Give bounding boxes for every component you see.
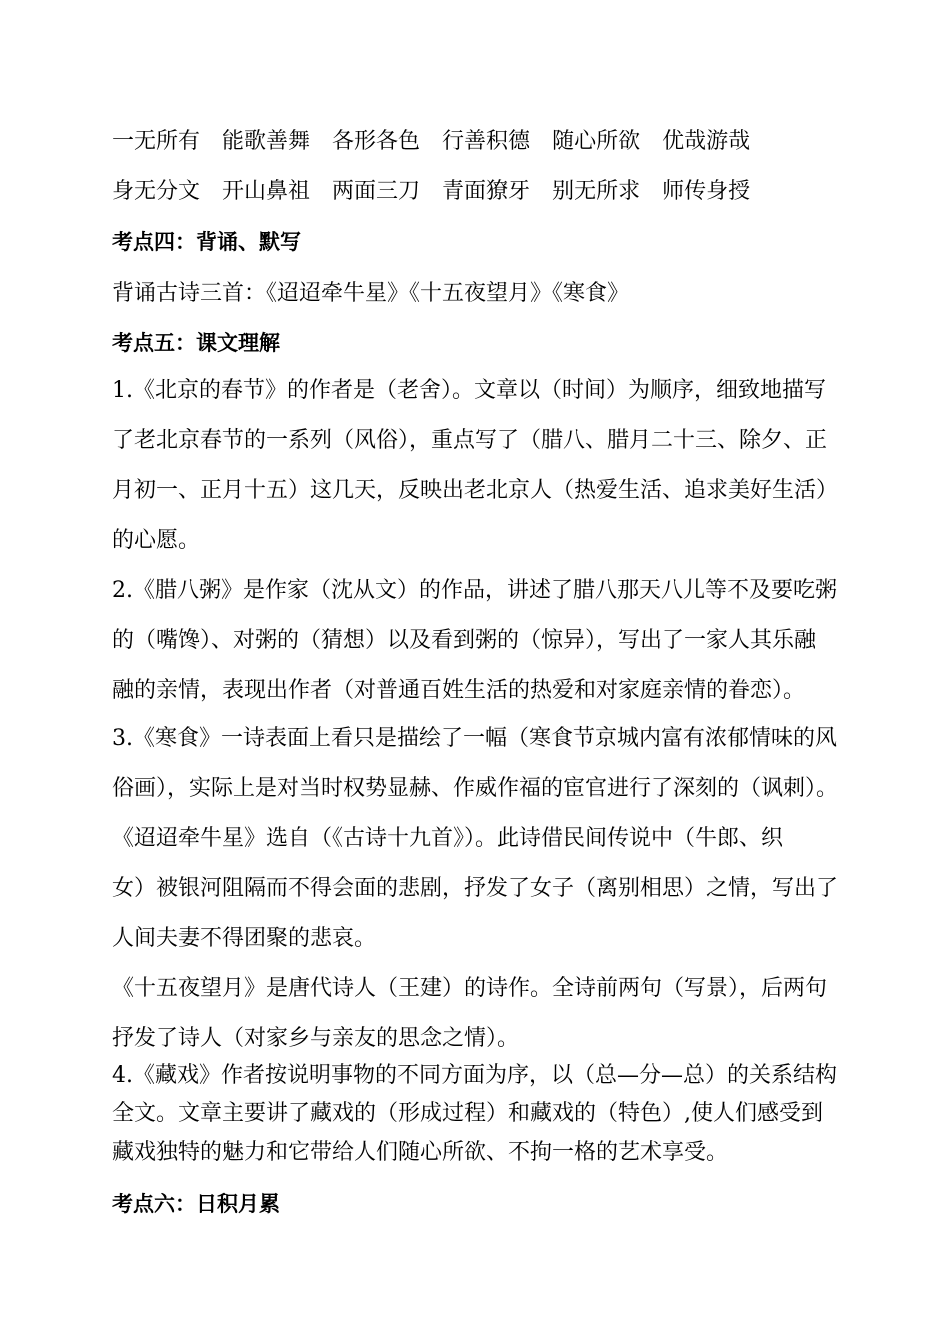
section-5-heading: 考点五：课文理解	[112, 331, 280, 355]
section-5-line: 1.《北京的春节》的作者是（老舍）。文章以（时间）为顺序，细致地描写	[112, 378, 826, 403]
section-5-line: 月初一、正月十五）这几天，反映出老北京人（热爱生活、追求美好生活）	[112, 478, 839, 503]
idiom-word: 一无所有	[112, 129, 201, 154]
section-5-line: 了老北京春节的一系列（风俗），重点写了（腊八、腊月二十三、除夕、正	[112, 428, 828, 453]
section-5-line: 人间夫妻不得团聚的悲哀。	[112, 926, 377, 951]
idiom-word: 开山鼻祖	[222, 179, 311, 204]
idiom-word: 青面獠牙	[442, 179, 531, 204]
section-5-line: 的心愿。	[112, 528, 201, 553]
section-5-line: 藏戏独特的魅力和它带给人们随心所欲、不拘一格的艺术享受。	[112, 1140, 729, 1165]
section-5-line: 的（嘴馋）、对粥的（猜想）以及看到粥的（惊异），写出了一家人其乐融	[112, 628, 817, 653]
idiom-word: 各形各色	[332, 129, 421, 154]
section-5-line: 抒发了诗人（对家乡与亲友的思念之情）。	[112, 1026, 520, 1051]
idiom-word: 别无所求	[552, 179, 641, 204]
idiom-word: 身无分文	[112, 179, 201, 204]
section-5-line: 全文。文章主要讲了藏戏的（形成过程）和藏戏的（特色）,使人们感受到	[112, 1101, 823, 1126]
section-5-line: 俗画），实际上是对当时权势显赫、作威作福的宦官进行了深刻的（讽刺）。	[112, 776, 839, 801]
section-5-line: 3.《寒食》一诗表面上看只是描绘了一幅（寒食节京城内富有浓郁情味的风	[112, 726, 837, 751]
section-4-heading: 考点四：背诵、默写	[112, 230, 301, 254]
section-5-line: 《迢迢牵牛星》选自（《古诗十九首》）。此诗借民间传说中（牛郎、织	[112, 826, 784, 851]
idiom-word: 行善积德	[442, 129, 531, 154]
section-5-line: 2.《腊八粥》是作家（沈从文）的作品，讲述了腊八那天八儿等不及要吃粥	[112, 578, 837, 603]
section-6-heading: 考点六：日积月累	[112, 1192, 280, 1216]
idiom-row-1	[112, 128, 750, 156]
section-5-line: 女）被银河阻隔而不得会面的悲剧，抒发了女子（离别相思）之情，写出了	[112, 876, 839, 901]
idiom-word: 师传身授	[662, 179, 751, 204]
idiom-word: 优哉游哉	[662, 129, 751, 154]
section-5-line: 4.《藏戏》作者按说明事物的不同方面为序，以（总—分—总）的关系结构	[112, 1063, 837, 1088]
idiom-row-2	[112, 178, 750, 206]
idiom-word: 两面三刀	[332, 179, 421, 204]
section-5-line: 《十五夜望月》是唐代诗人（王建）的诗作。全诗前两句（写景），后两句	[112, 976, 828, 1001]
idiom-word: 随心所欲	[552, 129, 641, 154]
section-5-line: 融的亲情，表现出作者（对普通百姓生活的热爱和对家庭亲情的眷恋）。	[112, 678, 806, 703]
idiom-word: 能歌善舞	[222, 129, 311, 154]
section-4-text: 背诵古诗三首：《迢迢牵牛星》《十五夜望月》《寒食》	[112, 281, 630, 306]
